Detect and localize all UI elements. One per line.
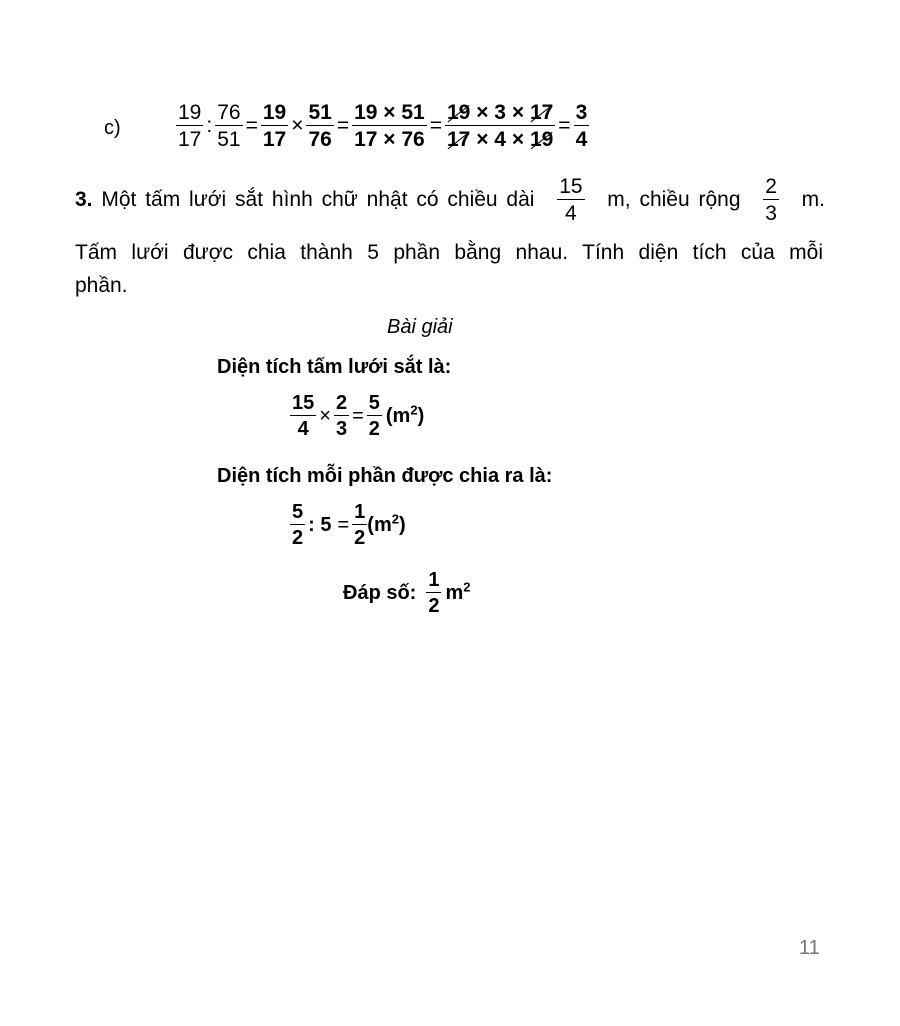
fraction: $\frac{5}{2}$ <box>292 501 304 549</box>
answer-fraction: $\frac{1}{2}$ <box>428 569 440 617</box>
cancelled-fraction: $\frac{19 \times 3 \times 17}{17 \times 4 \times 19}$ <box>447 101 554 151</box>
fraction: $\frac{51}{76}$ <box>308 101 332 151</box>
fraction: $\frac{19}{17}$ <box>178 101 202 151</box>
fraction: $\frac{76}{51}$ <box>217 101 241 151</box>
problem-3-text: Tấm lưới được chia thành 5 phần bằng nhau. Tính diện tích của mỗi phần. <box>75 241 823 297</box>
step-1-text: Diện tích tấm lưới sắt là: <box>217 356 452 378</box>
part-c-label: c) <box>104 117 121 139</box>
problem-3-line-1: 3. Một tấm lưới sắt hình chữ nhật có chiều dài $\frac{15}{4}$ m, chiều rộng $\frac{2}{3}$ m. <box>75 175 825 225</box>
part-c-equation: $\frac{19}{17}$ : $\frac{76}{51}$ = $\frac{19}{17}$ × $\frac{51}{76}$ = $\frac{19 \times 51}{17 \times 76}$ = $\frac{19 \times 3 \times 17}{17 \times 4 \times 19}$ = $\frac{3}{4}$ <box>178 101 588 151</box>
width-fraction: $\frac{2}{3}$ <box>765 175 777 225</box>
fraction: $\frac{1}{2}$ <box>354 501 366 549</box>
fraction: $\frac{15}{4}$ <box>292 392 315 440</box>
calc-2: $\frac{5}{2}$ : 5 = $\frac{1}{2}$ $(m^2)$ <box>292 501 406 549</box>
page-number: 11 <box>799 937 820 959</box>
calc-1: $\frac{15}{4}$ × $\frac{2}{3}$ = $\frac{5}{2}$ $(m^2)$ <box>292 392 425 440</box>
answer-label: Đáp số: <box>343 581 417 604</box>
fraction: $\frac{5}{2}$ <box>368 392 380 440</box>
problem-number: 3. <box>75 188 93 211</box>
solution-heading: Bài giải <box>387 316 453 338</box>
step-2-text: Diện tích mỗi phần được chia ra là: <box>217 465 553 487</box>
fraction: $\frac{3}{4}$ <box>575 101 588 151</box>
fraction: $\frac{2}{3}$ <box>335 392 348 440</box>
length-fraction: $\frac{15}{4}$ <box>559 175 583 225</box>
answer: Đáp số: $\frac{1}{2}$ $m^2$ <box>343 569 471 617</box>
fraction: $\frac{19 \times 51}{17 \times 76}$ <box>354 101 425 151</box>
fraction: $\frac{19}{17}$ <box>262 101 287 151</box>
